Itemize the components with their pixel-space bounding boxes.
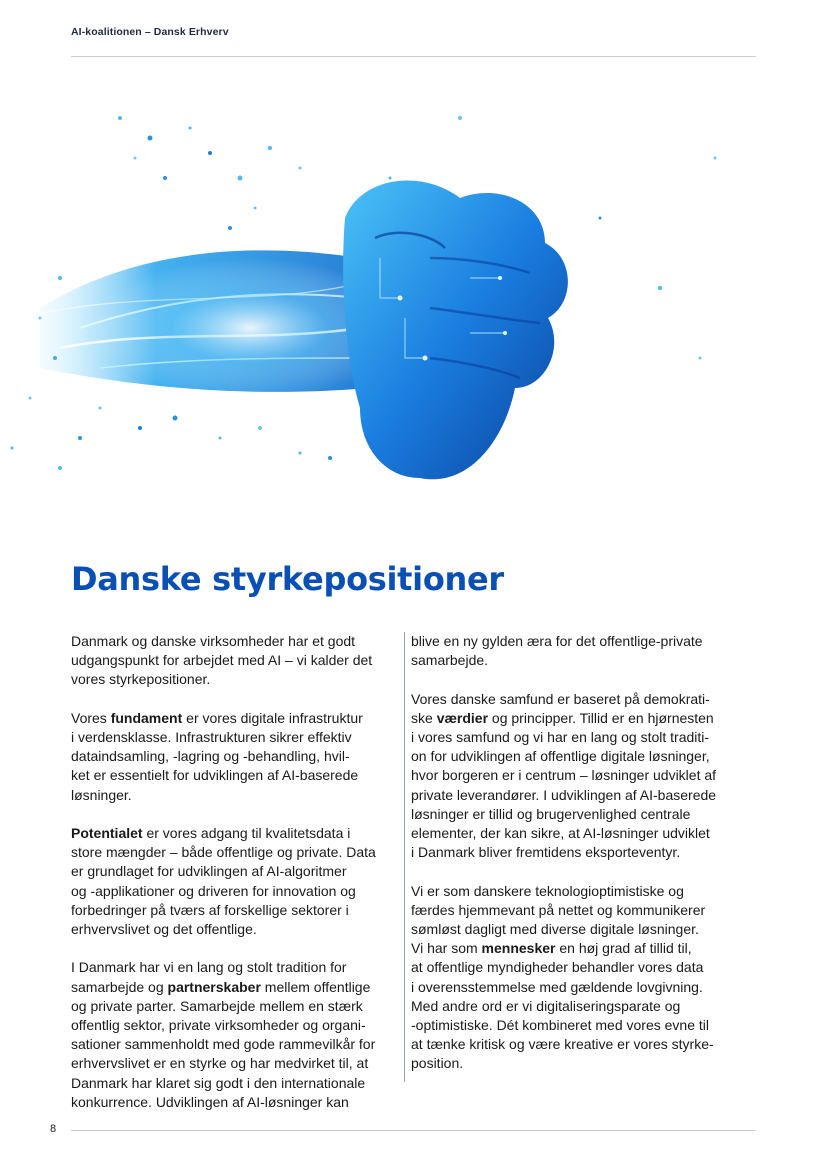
text-segment: Med andre ord er vi digitaliseringsparate og [411,997,681,1014]
bold-keyword: Potentialet [71,825,143,841]
bold-keyword: værdier [436,709,489,726]
paragraph [411,632,756,670]
paragraph [71,632,401,690]
text-line [411,1054,756,1073]
text-line [71,747,401,766]
text-segment: Danmark har klaret sig godt i den internationale [71,1074,366,1091]
text-line [71,1016,401,1035]
text-segment: og principper. Tillid er en hjørnesten [488,709,714,726]
text-line [411,978,756,997]
text-line [411,939,756,958]
header-rule [71,56,756,57]
text-line [71,1093,401,1112]
text-segment: i vores samfund og vi har en lang og stolt traditi- [411,729,710,745]
text-column-left [71,632,401,1131]
text-segment: I Danmark har vi en lang og stolt tradition for [71,959,347,976]
text-segment: i Danmark bliver fremtidens eksporteventyr. [411,844,681,861]
text-line [71,882,401,901]
text-segment: erhvervslivet er en styrke og har medvirket til, at [71,1055,369,1072]
text-segment: forbedringer på tværs af forskellige sektorer i [71,901,349,918]
text-line [411,1016,756,1035]
text-segment: store mængder – både offentlige og private. Data [71,844,376,861]
footer-rule [71,1130,756,1131]
text-line [411,709,756,728]
text-line [71,709,401,728]
text-line [71,728,401,747]
text-segment: udgangspunkt for arbejdet med AI – vi kalder det [71,652,373,669]
text-segment: vores styrkepositioner. [71,671,211,688]
text-line [411,786,756,805]
text-line [411,958,756,977]
text-segment: position. [411,1055,464,1072]
text-segment: sationer sammenholdt med gode rammevilkår for [71,1036,376,1053]
text-segment: at tænke kritisk og være kreative er vores styrke- [411,1036,714,1053]
page-number: 8 [50,1123,57,1135]
paragraph [411,882,756,1074]
text-line [411,690,756,709]
text-segment: at offentlige myndigheder behandler vores data [411,959,704,976]
text-segment: en høj grad af tillid til, [555,940,692,957]
text-line [71,1054,401,1073]
text-line [71,997,401,1016]
text-segment: løsninger er tillid og brugervenlighed centrale [411,805,691,822]
text-line [71,978,401,997]
text-line [411,1035,756,1054]
text-segment: Danmark og danske virksomheder har et godt [71,633,356,649]
text-segment: on for udviklingen af offentlige digitale løsninger, [411,748,710,765]
text-line [411,824,756,843]
text-segment: sømløst dagligt med diverse digitale løsninger. [411,921,699,938]
bold-keyword: partnerskaber [167,978,261,995]
text-segment: mellem offentlige [260,978,371,995]
paragraph [411,690,756,863]
text-line [71,862,401,881]
text-segment: samarbejde og [71,978,168,995]
text-line [71,958,401,977]
paragraph [71,709,401,805]
text-line [71,632,401,651]
text-segment: private leverandører. I udviklingen af AI-baserede [411,786,717,803]
text-line [411,901,756,920]
text-line [411,997,756,1016]
text-line [71,843,401,862]
text-line [71,766,401,785]
text-line [411,843,756,862]
text-segment: er vores adgang til kvalitetsdata i [142,825,351,841]
text-segment: offentlig sektor, private virksomheder og organi- [71,1017,366,1034]
fist [343,181,568,480]
text-segment: -optimistiske. Dét kombineret med vores evne til [411,1017,709,1034]
text-segment: i overensstemmelse med gældende lovgivning. [411,978,703,995]
text-line [411,920,756,939]
bold-keyword: fundament [110,709,183,726]
text-segment: Vores danske samfund er baseret på demokrati- [411,690,710,707]
text-line [411,805,756,824]
text-line [71,786,401,805]
text-segment: er grundlaget for udviklingen af AI-algoritmer [71,863,347,880]
text-segment: samarbejde. [411,652,489,669]
page-title: Danske styrkepositioner [71,560,504,598]
text-segment: dataindsamling, -lagring og -behandling, hvil- [71,748,350,765]
text-line [71,920,401,939]
text-segment: færdes hjemmevant på nettet og kommunikerer [411,901,706,918]
running-header: AI-koalitionen – Dansk Erhverv [71,26,229,38]
text-line [71,901,401,920]
text-line [71,1074,401,1093]
text-line [71,670,401,689]
text-segment: løsninger. [71,786,132,803]
column-divider [404,632,405,1082]
text-segment: og -applikationer og driveren for innovation og [71,882,356,899]
text-segment: Vores [71,709,111,726]
text-segment: Vi har som [411,940,482,957]
text-line [71,651,401,670]
text-segment: erhvervslivet og det offentlige. [71,921,257,938]
bold-keyword: mennesker [481,940,556,957]
text-line [411,651,756,670]
paragraph [71,824,401,939]
text-segment: og private parter. Samarbejde mellem en stærk [71,997,363,1014]
text-line [71,1035,401,1054]
text-line [411,766,756,785]
text-segment: Vi er som danskere teknologioptimistiske og [411,882,684,899]
text-line [411,632,756,651]
text-segment: er vores digitale infrastruktur [182,709,363,726]
text-line [411,747,756,766]
hero-illustration [0,58,827,508]
paragraph [71,958,401,1112]
text-segment: konkurrence. Udviklingen af AI-løsninger kan [71,1093,349,1110]
text-line [411,882,756,901]
text-column-right [411,632,756,1093]
text-segment: elementer, der kan sikre, at AI-løsninger udviklet [411,825,710,842]
text-line [411,728,756,747]
text-segment: i verdensklasse. Infrastrukturen sikrer effektiv [71,729,352,745]
text-segment: ket er essentielt for udviklingen af AI-baserede [71,767,359,784]
text-segment: blive en ny gylden æra for det offentlige-private [411,633,703,649]
text-segment: hvor borgeren er i centrum – løsninger udviklet af [411,767,717,784]
text-line [71,824,401,843]
text-segment: ske [411,709,437,726]
